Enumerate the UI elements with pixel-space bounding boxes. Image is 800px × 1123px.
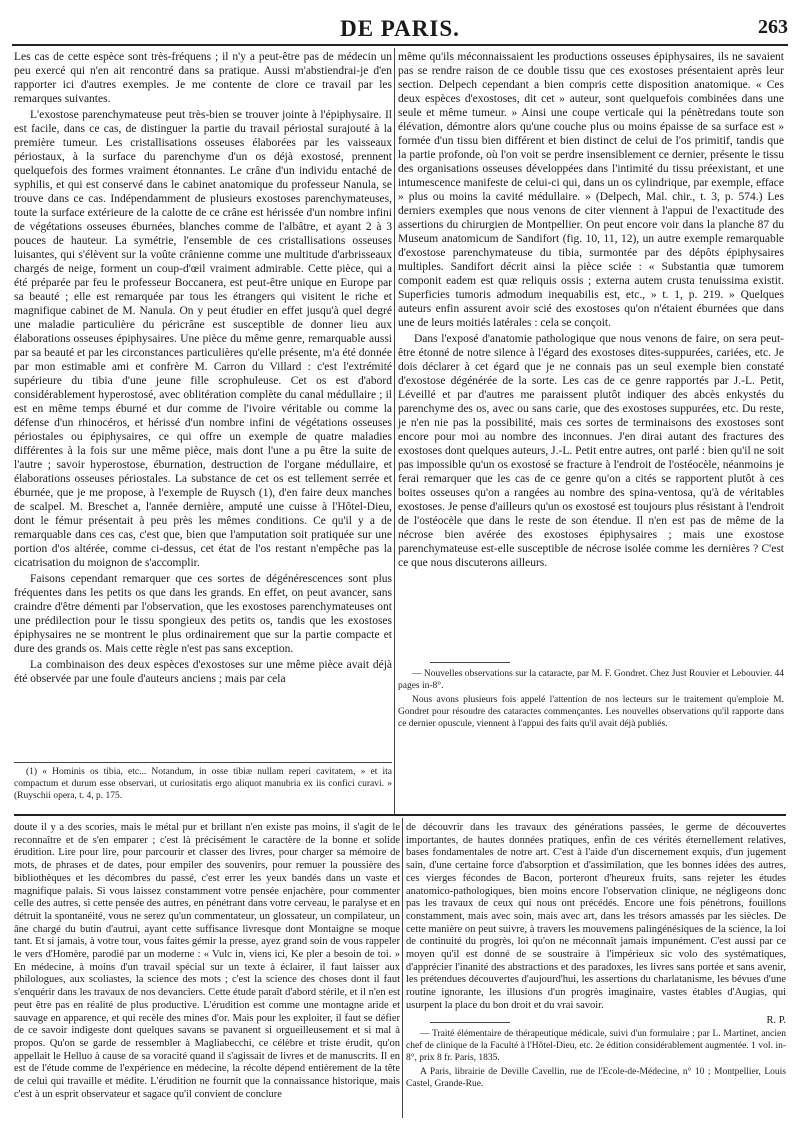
right-column-bottom xyxy=(406,822,786,1026)
notice-body: Nous avons plusieurs fois appelé l'attention de nos lecteurs sur le traitement qu'emploie M. Gondret pour résoudre des cataractes commençantes. Les nouvelles observations qu'il rapporte dans ce dernier opuscule, viennent à l'appui des faits qu'il avait déjà publiés. xyxy=(398,695,784,729)
footnote-rule xyxy=(14,762,392,763)
book-notice-cataracte xyxy=(398,668,784,732)
footnote-text: (1) « Hominis os tibia, etc... Notandum, in osse tibiæ nullam reperi cavitatem, » et ita compactum et durum esse observari, ut curiositatis ergo aliquot manubria ex iis confici curavi. » (Ruyschii opera, t. 4, p. 175. xyxy=(14,767,392,801)
section-rule xyxy=(14,814,786,816)
right-column-top xyxy=(398,50,784,655)
separator-rule xyxy=(430,662,510,663)
paragraph: Faisons cependant remarquer que ces sortes de dégénérescences sont plus fréquentes dans les petits os que dans les grands. En effet, on peut avancer, sans craindre d'être démenti par l'observation, que les exostoses parenchymateuses ont une prédilection pour le tissu spongieux des petits os, tandis que les exostoses épiphysaires ne se montrent le plus ordinairement que sur la partie compacte et dure des grands os. Mais cette règle n'est pas sans exception. xyxy=(14,573,392,655)
paragraph: de découvrir dans les travaux des générations passées, le germe de découvertes importantes, de hautes données pratiques, enfin de ces vérités éternellement relatives, bases fondamentales de notre art. C'est à l'aide d'un discernement exquis, d'un jugement sain, d'une certaine force d'absorption et d'assimilation, que les bonnes idées des autres, ces vierges fécondes de Bacon, porteront d'heureux fruits, sans rejeter les études anatomico-pathologiques, bien moins encore l'observation clinique, ne négligeons donc pas les travaux de ceux qui nous ont précédés. Encore une fois pénétrons, fouillons constamment, mais avec soin, mais avec art, dans les trésors amassés par les siècles. De cette manière on peut suivre, à travers les mouvemens palingénésiques de la science, la loi de continuité du progrès, loi qu'on ne méconnaît jamais impunément. C'est aussi par ce moyen qu'il est donné de se soustraire à l'impérieux sic volo des systématiques, d'apprécier l'inanité des abstractions et des paradoxes, les livres sans portée et sans avenir, les prétendues découvertes d'aujourd'hui, les assertions du charlatanisme, les bévues d'une routine ignorante, les illusions d'un progrès imaginaire, vastes étables d'Augias, qui usurpent la place du bon droit et du vrai savoir. xyxy=(406,822,786,1011)
notice-body: A Paris, librairie de Deville Cavellin, rue de l'Ecole-de-Médecine, n° 10 ; Montpellier, Louis Castel, Grande-Rue. xyxy=(406,1067,786,1089)
running-title: DE PARIS. xyxy=(340,16,460,41)
left-column-bottom xyxy=(14,822,400,1122)
separator-rule xyxy=(430,1022,510,1023)
column-divider xyxy=(394,48,395,814)
column-divider-bottom xyxy=(402,818,403,1118)
paragraph: La combinaison des deux espèces d'exostoses sur une même pièce avait déjà été observée par une foule d'auteurs anciens ; mais par cela xyxy=(14,659,392,685)
paragraph: doute il y a des scories, mais le métal pur et brillant n'en existe pas moins, il s'agit de le reconnaître et de s'en emparer ; c'est là précisément le caractère de la bonne et solide érudition. Lire pour lire, pour parcourir et classer des livres, pour charger sa mémoire de mots, de phrases et de dates, pour empiler des souvenirs, pour remuer la poussière des bibliothèques et les décombres du passé, c'est errer les yeux bandés dans un vaste et magnifique palais. Si vous laissez constamment votre pensée enjachère, pour commenter celle des autres, si cette pensée des autres, en pénétrant dans votre cerveau, le paralyse et en détruit la spontanéité, vous ne serez qu'un commentateur, un glossateur, un compilateur, un âne chargé du butin d'autrui, ayant cette suffisance livresque dont Montaigne se moque tant. Et si jamais, à votre tour, vous faites gémir la presse, ayez grand soin de vous rappeler le vers d'Homère, parodié par un moderne : « Vulc in, viens ici, Ke pler a besoin de toi. » En médecine, à moins d'un travail spécial sur un texte à éclairer, il faut laisser aux philologues, aux scoliastes, la science des mots ; c'est la science des choses dont il faut s'enquérir dans les travaux de nos devanciers. Cette étude paraît d'abord stérile, et il n'en est peut être pas en réalité de plus productive. L'érudition est comme une montagne aride et sauvage en apparence, et qui recèle des mines d'or. Mais pour les exploiter, il faut se défier de ce savoir indigeste dont quelques savans se pavanent si orgueilleusement et si mal à propos. Qu'on se garde de ressembler à Magliabecchi, ce célèbre et triste érudit, qu'on appellait le Helluo à cause de sa voracité quand il s'agissait de livres et de manuscrits. Il en est de l'étude comme de l'expérience en médecine, la récolte dépend entièrement de la tête de celui qui travaille et médite. L'érudition ne fournit que la connaissance historique, mais c'est à un esprit observateur et sagace qu'il convient de conclure xyxy=(14,822,400,1100)
page-header xyxy=(0,0,800,40)
footnote xyxy=(14,766,392,802)
notice-title: — Traité élémentaire de thérapeutique médicale, suivi d'un formulaire ; par L. Martinet, ancien chef de clinique de la Faculté à l'Hôtel-Dieu, etc. 2e édition considérablement augmentée. 1 vol. in-8°, prix 8 fr. Paris, 1835. xyxy=(406,1029,786,1063)
signature: R. P. xyxy=(766,1014,786,1026)
notice-title: — Nouvelles observations sur la cataracte, par M. F. Gondret. Chez Just Rouvier et Lebouvier. 44 pages in-8°. xyxy=(398,669,784,691)
left-column-top xyxy=(14,50,392,762)
paragraph: même qu'ils méconnaissaient les productions osseuses épiphysaires, ils ne savaient pas se rendre raison de ce double tissu que ces exostoses présentaient après leur section. Delpech cependant a bien compris cette disposition anatomique. « Ces deux espèces d'exostoses, dit cet » auteur, sont quelquefois combinées dans une seule et même tumeur. » Ainsi une coupe verticale qui la pénètredans toute son élévation, démontre alors qu'une couche plus ou moins épaisse de sa surface est » formée d'un tissu bien différent et bien distinct de celui de l'os primitif, tandis que la partie profonde, où l'on voit se perdre insensiblement ce dernier, présente le tissu des organisations osseuses développées dans l'intimité du tissu préexistant, et une intumescence manifeste de celui-ci qui, dans un os cylindrique, par exemple, efface » plus ou moins la cavité médullaire. » (Delpech, Mal. chir., t. 3, p. 574.) Les derniers exemples que nous venons de citer viennent à l'appui de l'exactitude des assertions du chirurgien de Montpellier. On peut encore voir dans la planche 87 du Museum anatomicum de Sandifort (fig. 10, 11, 12), un autre exemple remarquable d'exostose parenchymateuse du tibia, surmontée par des dépôts épiphysaires multiples. Sandifort décrit ainsi la pièce sciée : « Substantia quæ tumorem componit eadem est quæ reliquis ossis ; externa autem crusta tenuissima existit. Superficies tumoris admodum inequabilis est, etc., » t. 1, p. 219. » Quelques auteurs enfin assurent avoir scié des exostoses qu'on n'étaient éburnées que dans une de leurs moitiés latérales : cela se conçoit. xyxy=(398,51,784,329)
page-number: 263 xyxy=(758,16,788,38)
paragraph: Les cas de cette espèce sont très-fréquens ; il n'y a peut-être pas de médecin un peu exercé qui n'en ait rencontré dans sa pratique. Aussi m'abstiendrai-je d'en rapporter ici d'autres exemples. Je me contente de clore ce travail par les remarques suivantes. xyxy=(14,51,392,105)
book-notice-therapeutique xyxy=(406,1028,786,1092)
paragraph: L'exostose parenchymateuse peut très-bien se trouver jointe à l'épiphysaire. Il est facile, dans ce cas, de distinguer la partie du travail périostal surajouté à la première tumeur. Les cristallisations osseuses élaborées par les vaisseaux périostaux, à la surface du parenchyme d'un os déjà exostosé, prennent quelquefois des formes vraiment étonnantes. Le crâne d'un individu entaché de syphilis, et qui est conservé dans le cabinet anatomique du professeur Nanula, se trouve dans ce cas. Indépendamment de plusieurs exostoses parenchymateuses, toute la surface extérieure de la calotte de ce crâne est hérissée d'un nombre infini de végétations osseuses éburnées, blanches comme de l'albâtre, et ayant 2 à 3 pouces de hauteur. La symétrie, l'ensemble de ces cristallisations osseuses luisantes, qui s'élèvent sur la voûte crânienne comme une multitude d'arbrisseaux chargés de neige, forment un coup-d'œil vraiment admirable. Cette pièce, qui a été préparée par feu le professeur Boccanera, est peut-être unique en Europe par sa beauté ; elle est remarquée par tous les étrangers qui visitent le riche et magnifique cabinet de M. Nanula. On y peut étudier en effet jusqu'à quel degré une maladie particulière du péricrâne est susceptible de donner lieu aux élaborations osseuses épiphysaires. Une pièce du même genre, remarquable aussi par sa beauté et par les circonstances particulières qu'elle présente, m'a été donnée par mon estimable ami et confrère M. Carron du Villard : c'est l'extrémité supérieure du tibia d'une jeune fille scrophuleuse. Cet os est d'abord considérablement hyperostosé, avec oblitération complète du canal médullaire ; il est en même temps éburné et dur comme de l'ivoire véritable ou comme la défense d'un rhinocéros, et hérissé d'un nombre infini de végétations osseuses périostales ou épiphysaires, ce qui offre un exemple de quatre maladies différentes à la fois sur une même pièce, mais dont l'une a pu être la suite de l'autre ; savoir hyperostose, éburnation, destruction de l'organe médullaire, et élaborations osseuses périostales. La substance de cet os est tellement serrée et éburnée, que je me propose, à l'exemple de Ruysch (1), d'en faire deux manches de scalpel. M. Breschet a, l'année dernière, amputé une cuisse à l'Hôtel-Dieu, dont le fémur présentait à peu près les mêmes conditions. Ce qu'il y a de remarquable dans ces cas, c'est que, bien que l'amputation soit pratiquée sur une portion d'os altérée, comme ci-dessus, cet état de l'os restant n'empêche pas la cicatrisation du moignon de s'accomplir. xyxy=(14,109,392,569)
paragraph: Dans l'exposé d'anatomie pathologique que nous venons de faire, on sera peut-être étonné de notre silence à l'égard des exostoses dites-suppurées, cariées, etc. Je dois déclarer à cet égard que je ne connais pas un seul exemple bien constaté d'exostose dégénérée de la sorte. Les cas de ce genre rapportés par J.-L. Petit, Léveillé et par d'autres me paraissent plutôt indiquer des abcès enkystés du parenchyme des os, avec ou sans carie, que des exostoses suppurées, etc. Du reste, je n'en nie pas la possibilité, mais ces sortes de terminaisons des exostoses sont encore pour moi au nombre des inconnues. J'en dirai autant des fractures des exostoses dont quelques auteurs, J.-L. Petit entre autres, ont parlé : bien qu'il ne soit pas impossible qu'un os exostosé se fracture à l'endroit de l'ostéocèle, néanmoins je ferai remarquer que les cas de ce genre qu'on a cités se rapportent plutôt à ces boites osseuses qu'on a rangées au nombre des spina-ventosa, qu'à de véritables exostoses. Je pense d'ailleurs qu'un os exostosé est toujours plus résistant à l'endroit de l'ostéocèle que dans le reste de son étendue. Il n'en est pas de même de la nécrose bien avérée des exostoses épiphysaires ; mais une exostose parenchymateuse est-elle susceptible de nécrose isolée comme les dernières ? C'est ce que nous discuterons ailleurs. xyxy=(398,333,784,569)
header-rule xyxy=(12,44,788,46)
